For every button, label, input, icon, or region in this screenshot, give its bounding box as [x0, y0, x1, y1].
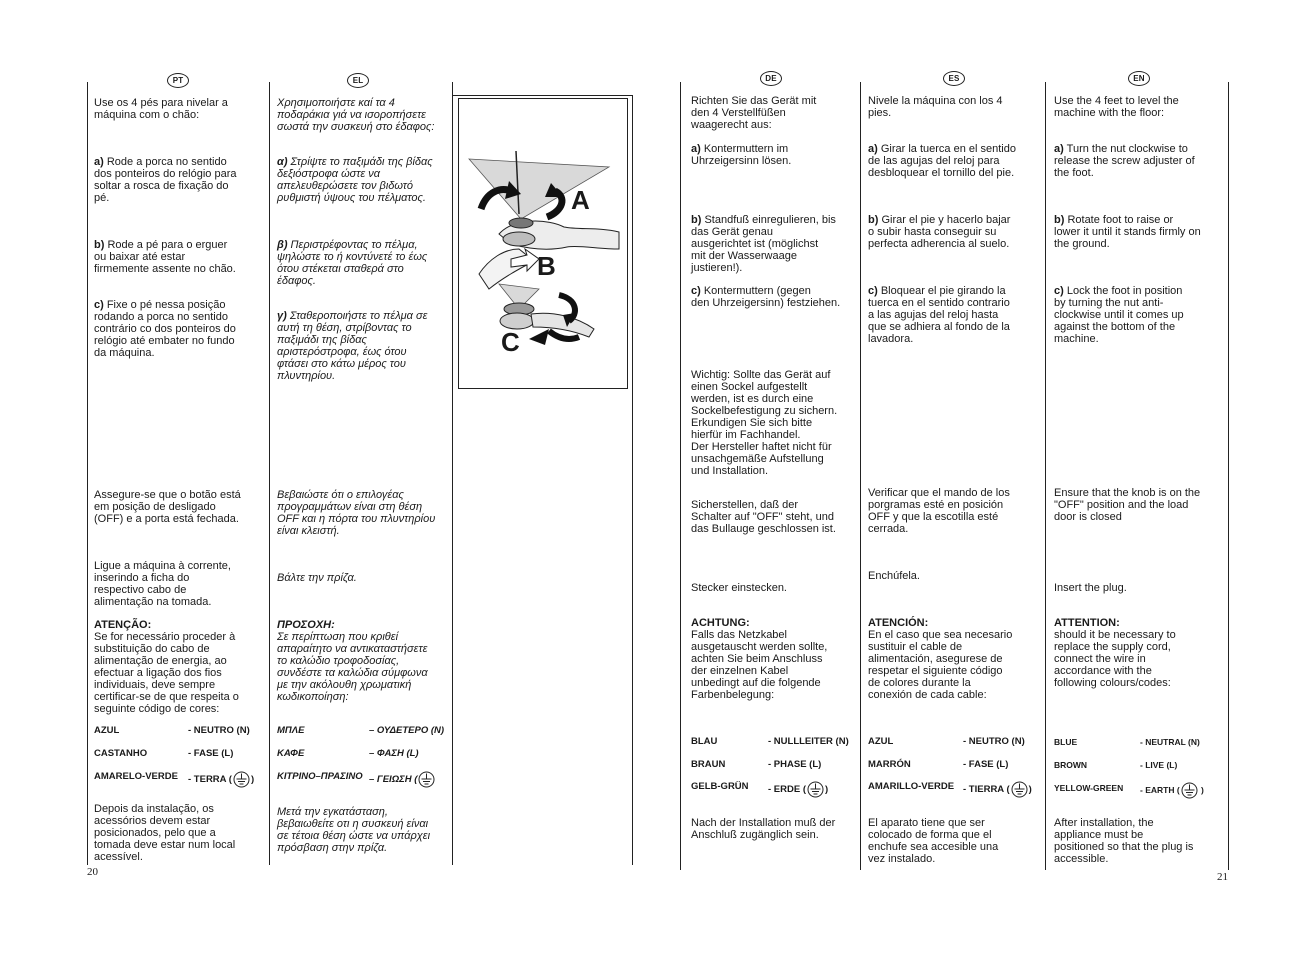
rule-right-1	[680, 82, 681, 870]
en-step-c: c) Lock the foot in position by turning the nut anti- clockwise until it comes up against the bottom of the machine.	[1054, 285, 1184, 345]
en-plug-note: Insert the plug.	[1054, 582, 1127, 594]
pt-warning: ATENÇÃO: Se for necessário proceder à substituição do cabo de alimentação de energia, ao efectuar a ligação dos fios individuais, deve sempre certificar-se de que respeita o seguinte código de cores:	[94, 619, 239, 715]
figure-label-b: B	[537, 251, 556, 281]
el-step-c: γ) Σταθεροποιήστε το πέλμα σε αυτή τη θέση, στρίβοντας το παξιμάδι της βίδας αριστερόστροφα, έως ότου φτάσει στο κάτω μέρος του πλυντηρίου.	[277, 310, 428, 382]
leveling-feet-illustration	[458, 98, 628, 389]
pt-after-install: Depois da instalação, os acessórios devem estar posicionados, pelo que a tomada deve estar num local acessível.	[94, 803, 236, 863]
el-warning: ΠΡΟΣΟΧΗ: Σε περίπτωση που κριθεί απαραίτητο να αντικαταστήσετε το καλώδιο τροφοδοσίας, συνδέστε τα καλώδια σύμφωνα με την ακόλουθη χρωματική κωδικοποίηση:	[277, 619, 428, 703]
en-wire-earth-code: - EARTH ( )	[1140, 782, 1204, 799]
es-plug-note: Enchúfela.	[868, 570, 920, 582]
en-knob-note: Ensure that the knob is on the "OFF" position and the load door is closed	[1054, 487, 1201, 523]
de-plug-note: Stecker einstecken.	[691, 582, 787, 594]
es-wire-neutral: AZUL	[868, 736, 894, 747]
es-wire-earth-code: - TIERRA ( )	[963, 781, 1032, 798]
es-step-c: c) Bloquear el pie girando la tuerca en el sentido contrario a las agujas del reloj hasta que se adhiera al fondo de la lavadora.	[868, 285, 1010, 345]
el-after-install: Μετά την εγκατάσταση, βεβαιωθείτε οτι η συσκευή είναι σε τέτοια θέση ώστε να υπάρχει πρόσβαση στην πρίζα.	[277, 806, 431, 854]
es-wire-live: MARRÓN	[868, 759, 911, 770]
pt-wire-neutral: AZUL	[94, 725, 120, 736]
el-knob-note: Βεβαιώστε ότι ο επιλογέας προγραμμάτων είναι στη θέση OFF και η πόρτα του πλυντηρίου είναι κλειστή.	[277, 489, 436, 537]
de-step-c: c) Kontermuttern (gegen den Uhrzeigersinn) festziehen.	[691, 285, 841, 309]
es-knob-note: Verificar que el mando de los porgramas esté en posición OFF y que la escotilla esté cerrada.	[868, 487, 1010, 535]
en-wire-neutral: BLUE	[1054, 737, 1078, 747]
de-step-b: b) Standfuß einregulieren, bis das Gerät genau ausgerichtet ist (möglichst mit der Wasserwaage justieren!).	[691, 214, 836, 274]
ground-icon	[418, 771, 435, 788]
de-step-a: a) Kontermuttern im Uhrzeigersinn lösen.	[691, 143, 792, 167]
rule-left-1	[87, 82, 88, 865]
en-after-install: After installation, the appliance must be positioned so that the plug is accessible.	[1054, 817, 1194, 865]
es-after-install: El aparato tiene que ser colocado de forma que el enchufe sea accesible una vez instalado.	[868, 817, 999, 865]
en-wire-neutral-code: - NEUTRAL (N)	[1140, 737, 1200, 747]
pt-wire-earth-code: - TERRA ( )	[188, 771, 254, 788]
el-step-a: α) Στρίψτε το παξιμάδι της βίδας δεξιόστροφα ώστε να απελευθερώσετε τον βιδωτό ρυθμιστή ύψους του πέλματος.	[277, 156, 433, 204]
foot-adjust-drawing	[459, 99, 627, 388]
pt-wire-neutral-code: - NEUTRO (N)	[188, 725, 250, 736]
rule-right-4	[1228, 82, 1229, 870]
es-intro: Nivele la máquina con los 4 pies.	[868, 95, 1003, 119]
en-wire-live: BROWN	[1054, 760, 1088, 770]
language-badge-en: EN	[1128, 71, 1150, 86]
pt-step-b: b) Rode a pé para o erguer ou baixar até estar firmemente assente no chão.	[94, 239, 236, 275]
de-intro: Richten Sie das Gerät mit den 4 Verstellfüßen waagerecht aus:	[691, 95, 817, 131]
ground-icon	[1181, 782, 1198, 799]
de-important-note: Wichtig: Sollte das Gerät auf einen Sockel aufgestellt werden, ist es durch eine Sockelbefestigung zu sichern. Erkundigen Sie sich bitte hierfür im Fachhandel. Der Hersteller haftet nicht für unsachgemäße Aufstellung und Installation.	[691, 369, 838, 477]
es-warning: ATENCIÓN: En el caso que sea necesario sustituir el cable de alimentación, asegurese de respetar el siguiente código de colores durante la conexión de cada cable:	[868, 617, 1013, 701]
pt-step-c: c) Fixe o pé nessa posição rodando a porca no sentido contrário co dos ponteiros do relógio até embater no fundo da máquina.	[94, 299, 236, 359]
en-wire-earth: YELLOW-GREEN	[1054, 783, 1124, 793]
rule-left-4	[632, 95, 633, 865]
es-wire-live-code: - FASE (L)	[963, 759, 1009, 770]
de-warning: ACHTUNG: Falls das Netzkabel ausgetauscht werden sollte, achten Sie beim Anschluss der einzelnen Kabel unbedingt auf die folgende Farbenbelegung:	[691, 617, 828, 701]
figure-label-c: C	[501, 327, 520, 357]
pt-intro: Use os 4 pés para nivelar a máquina com o chão:	[94, 97, 228, 121]
es-step-b: b) Girar el pie y hacerlo bajar o subir hasta conseguir su perfecta adherencia al suelo.	[868, 214, 1011, 250]
de-wire-live-code: - PHASE (L)	[768, 759, 822, 770]
el-wire-live: ΚΑΦΕ	[277, 748, 305, 759]
en-step-b: b) Rotate foot to raise or lower it until it stands firmly on the ground.	[1054, 214, 1201, 250]
pt-wire-live: CASTANHO	[94, 748, 148, 759]
es-wire-earth: AMARILLO-VERDE	[868, 781, 955, 792]
page-number-left: 20	[87, 866, 98, 878]
rule-left-top	[452, 95, 632, 96]
de-knob-note: Sicherstellen, daß der Schalter auf "OFF" steht, und das Bullauge geschlossen ist.	[691, 499, 836, 535]
el-wire-neutral-code: – ΟΥΔΕΤΕΡΟ (N)	[369, 725, 445, 736]
rule-right-3	[1045, 82, 1046, 870]
en-step-a: a) Turn the nut clockwise to release the screw adjuster of the foot.	[1054, 143, 1195, 179]
de-after-install: Nach der Installation muß der Anschluß zugänglich sein.	[691, 817, 836, 841]
rule-left-3	[452, 82, 453, 865]
page-number-right: 21	[1217, 871, 1228, 883]
el-wire-earth: ΚΙΤΡΙΝΟ–ΠΡΑΣΙΝΟ	[277, 771, 363, 782]
pt-knob-note: Assegure-se que o botão está em posição de desligado (OFF) e a porta está fechada.	[94, 489, 241, 525]
de-wire-live: BRAUN	[691, 759, 726, 770]
de-wire-neutral: BLAU	[691, 736, 718, 747]
es-wire-neutral-code: - NEUTRO (N)	[963, 736, 1025, 747]
es-step-a: a) Girar la tuerca en el sentido de las agujas del reloj para desbloquear el tornillo del pie.	[868, 143, 1016, 179]
el-wire-live-code: – ΦΑΣΗ (L)	[369, 748, 419, 759]
language-badge-el: EL	[347, 73, 369, 88]
de-wire-earth-code: - ERDE ( )	[768, 781, 828, 798]
pt-step-a: a) Rode a porca no sentido dos ponteiros do relógio para soltar a rosca de fixação do pé.	[94, 156, 237, 204]
el-intro: Χρησιμοποιήστε καί τα 4 ποδαράκια γιά να ισοροπήσετε σωστά την συσκευή στο έδαφος:	[277, 97, 435, 133]
language-badge-es: ES	[943, 71, 965, 86]
el-step-b: β) Περιστρέφοντας το πέλμα, ψηλώστε το ή κοντύνετέ το έως ότου στέκεται σταθερά στο έδαφος.	[277, 239, 428, 287]
language-badge-de: DE	[760, 71, 782, 86]
el-plug-note: Βάλτε την πρίζα.	[277, 572, 357, 584]
rule-left-2	[269, 82, 270, 865]
en-intro: Use the 4 feet to level the machine with the floor:	[1054, 95, 1179, 119]
de-wire-neutral-code: - NULLLEITER (N)	[768, 736, 849, 747]
pt-wire-earth: AMARELO-VERDE	[94, 771, 178, 782]
ground-icon	[807, 781, 824, 798]
pt-plug-note: Ligue a máquina à corrente, inserindo a ficha do respectivo cabo de alimentação na tomada.	[94, 560, 231, 608]
ground-icon	[1011, 781, 1028, 798]
el-wire-neutral: ΜΠΛΕ	[277, 725, 305, 736]
en-warning: ATTENTION: should it be necessary to replace the supply cord, connect the wire in accordance with the following colours/codes:	[1054, 617, 1176, 689]
rule-right-2	[860, 82, 861, 870]
language-badge-pt: PT	[167, 73, 189, 88]
de-wire-earth: GELB-GRÜN	[691, 781, 749, 792]
el-wire-earth-code: – ΓΕΙΩΣΗ (	[369, 771, 436, 788]
ground-icon	[233, 771, 250, 788]
en-wire-live-code: - LIVE (L)	[1140, 760, 1178, 770]
figure-label-a: A	[571, 185, 590, 215]
pt-wire-live-code: - FASE (L)	[188, 748, 234, 759]
